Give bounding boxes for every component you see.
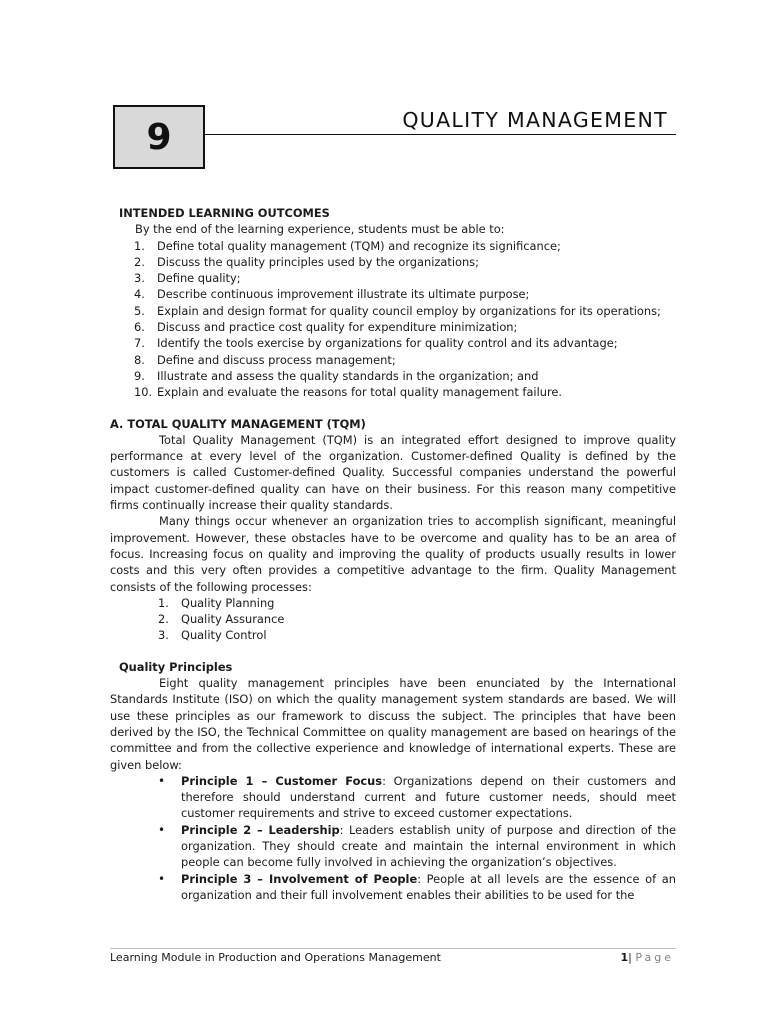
chapter-number-box <box>113 105 205 169</box>
principles-list <box>110 773 676 903</box>
principles-intro: Eight quality management principles have been enunciated by the International Standards Institute (ISO) on which the quality management system standards are based. We will use these principles as our framework to discuss the subject. The principles that have been derived by the ISO, the Technical Committee on quality management are based on hearings of the committee and from the collective experience and knowledge of international experts. These are given below: <box>110 676 676 772</box>
page-word: Page <box>635 951 674 964</box>
list-item-number: 9. <box>134 368 145 383</box>
list-item-number: 4. <box>134 287 145 302</box>
tqm-paragraph-1: Total Quality Management (TQM) is an integrated effort designed to improve quality performance at every level of the organization. Customer-defined Quality is defined by the customers is called Customer-defined Quality. Successful companies understand the powerful impact customer-defined quality can have on their business. For this reason many competitive firms continually increase their quality standards. <box>110 432 676 513</box>
list-item-text: Explain and design format for quality council employ by organizations for its operations; <box>157 303 661 318</box>
list-item-number: 1. <box>158 595 169 610</box>
tqm-heading: A. TOTAL QUALITY MANAGEMENT (TQM) <box>110 416 366 431</box>
outcomes-heading: INTENDED LEARNING OUTCOMES <box>119 206 330 220</box>
list-item-number: 2. <box>158 612 169 627</box>
list-item-text: Identify the tools exercise by organizations for quality control and its advantage; <box>157 336 618 351</box>
page-separator: | <box>628 951 632 964</box>
principle-text <box>181 773 676 822</box>
list-item <box>110 303 676 319</box>
list-item-number: 3. <box>134 271 145 286</box>
principle-description: : Leaders establish unity of purpose and direction of the organization. They should create and maintain the internal environment in which people can become fully involved in achieving the organization’s objectives. <box>181 822 676 870</box>
list-item-text: Describe continuous improvement illustrate its ultimate purpose; <box>157 287 530 302</box>
list-item <box>110 319 676 335</box>
footer-module-title: Learning Module in Production and Operations Management <box>110 951 441 964</box>
list-item-text: Quality Assurance <box>181 612 285 627</box>
chapter-title-rule <box>205 134 676 135</box>
chapter-title: QUALITY MANAGEMENT <box>402 108 668 132</box>
page-number: 1 <box>620 951 629 964</box>
principle-text <box>181 822 676 871</box>
list-item-number: 2. <box>134 254 145 269</box>
footer-rule <box>110 948 676 949</box>
list-item <box>110 270 676 286</box>
list-item-text: Quality Control <box>181 628 267 643</box>
outcomes-list <box>110 238 676 401</box>
principle-description: : People at all levels are the essence of an organization and their full involvement enables their abilities to be used for the <box>181 871 676 902</box>
list-item-text: Discuss the quality principles used by the organizations; <box>157 254 479 269</box>
list-item <box>110 871 676 904</box>
principle-title: Principle 2 – Leadership <box>181 822 340 837</box>
list-item <box>110 595 676 611</box>
principle-text <box>181 871 676 904</box>
spacer <box>110 644 676 659</box>
list-item <box>110 384 676 400</box>
list-item-number: 3. <box>158 628 169 643</box>
principle-title: Principle 1 – Customer Focus <box>181 773 383 788</box>
list-item-text: Discuss and practice cost quality for expenditure minimization; <box>157 320 518 335</box>
list-item <box>110 335 676 351</box>
chapter-number: 9 <box>146 116 172 158</box>
list-item-number: 8. <box>134 352 145 367</box>
principle-title: Principle 3 – Involvement of People <box>181 871 418 886</box>
list-item-number: 7. <box>134 336 145 351</box>
bullet-icon: • <box>158 822 166 837</box>
list-item <box>110 286 676 302</box>
principles-heading: Quality Principles <box>119 659 233 674</box>
list-item-number: 5. <box>134 303 145 318</box>
list-item <box>110 611 676 627</box>
list-item <box>110 773 676 822</box>
list-item <box>110 627 676 643</box>
list-item-text: Define quality; <box>157 271 241 286</box>
processes-list <box>110 595 676 644</box>
principle-description: : Organizations depend on their customers and therefore should understand current and future customer needs, should meet customer requirements and strive to exceed customer expectations. <box>181 773 676 821</box>
list-item-number: 10. <box>134 385 153 400</box>
outcomes-intro: By the end of the learning experience, students must be able to: <box>135 222 505 237</box>
page-content <box>110 205 676 903</box>
list-item-text: Define total quality management (TQM) and recognize its significance; <box>157 238 561 253</box>
list-item <box>110 254 676 270</box>
footer-page-label <box>620 951 674 964</box>
list-item <box>110 238 676 254</box>
list-item-number: 1. <box>134 238 145 253</box>
bullet-icon: • <box>158 871 166 886</box>
list-item-text: Quality Planning <box>181 595 275 610</box>
list-item-text: Define and discuss process management; <box>157 352 396 367</box>
bullet-icon: • <box>158 773 166 788</box>
list-item-text: Explain and evaluate the reasons for total quality management failure. <box>157 385 563 400</box>
list-item-number: 6. <box>134 320 145 335</box>
list-item-text: Illustrate and assess the quality standards in the organization; and <box>157 368 539 383</box>
list-item <box>110 822 676 871</box>
list-item <box>110 352 676 368</box>
tqm-paragraph-2: Many things occur whenever an organization tries to accomplish significant, meaningful improvement. However, these obstacles have to be overcome and quality has to be an area of focus. Increasing focus on quality and improving the quality of products usually results in lower costs and this very often provides a competitive advantage to the firm. Quality Management consists of the following processes: <box>110 514 676 594</box>
spacer <box>110 401 676 416</box>
list-item <box>110 368 676 384</box>
